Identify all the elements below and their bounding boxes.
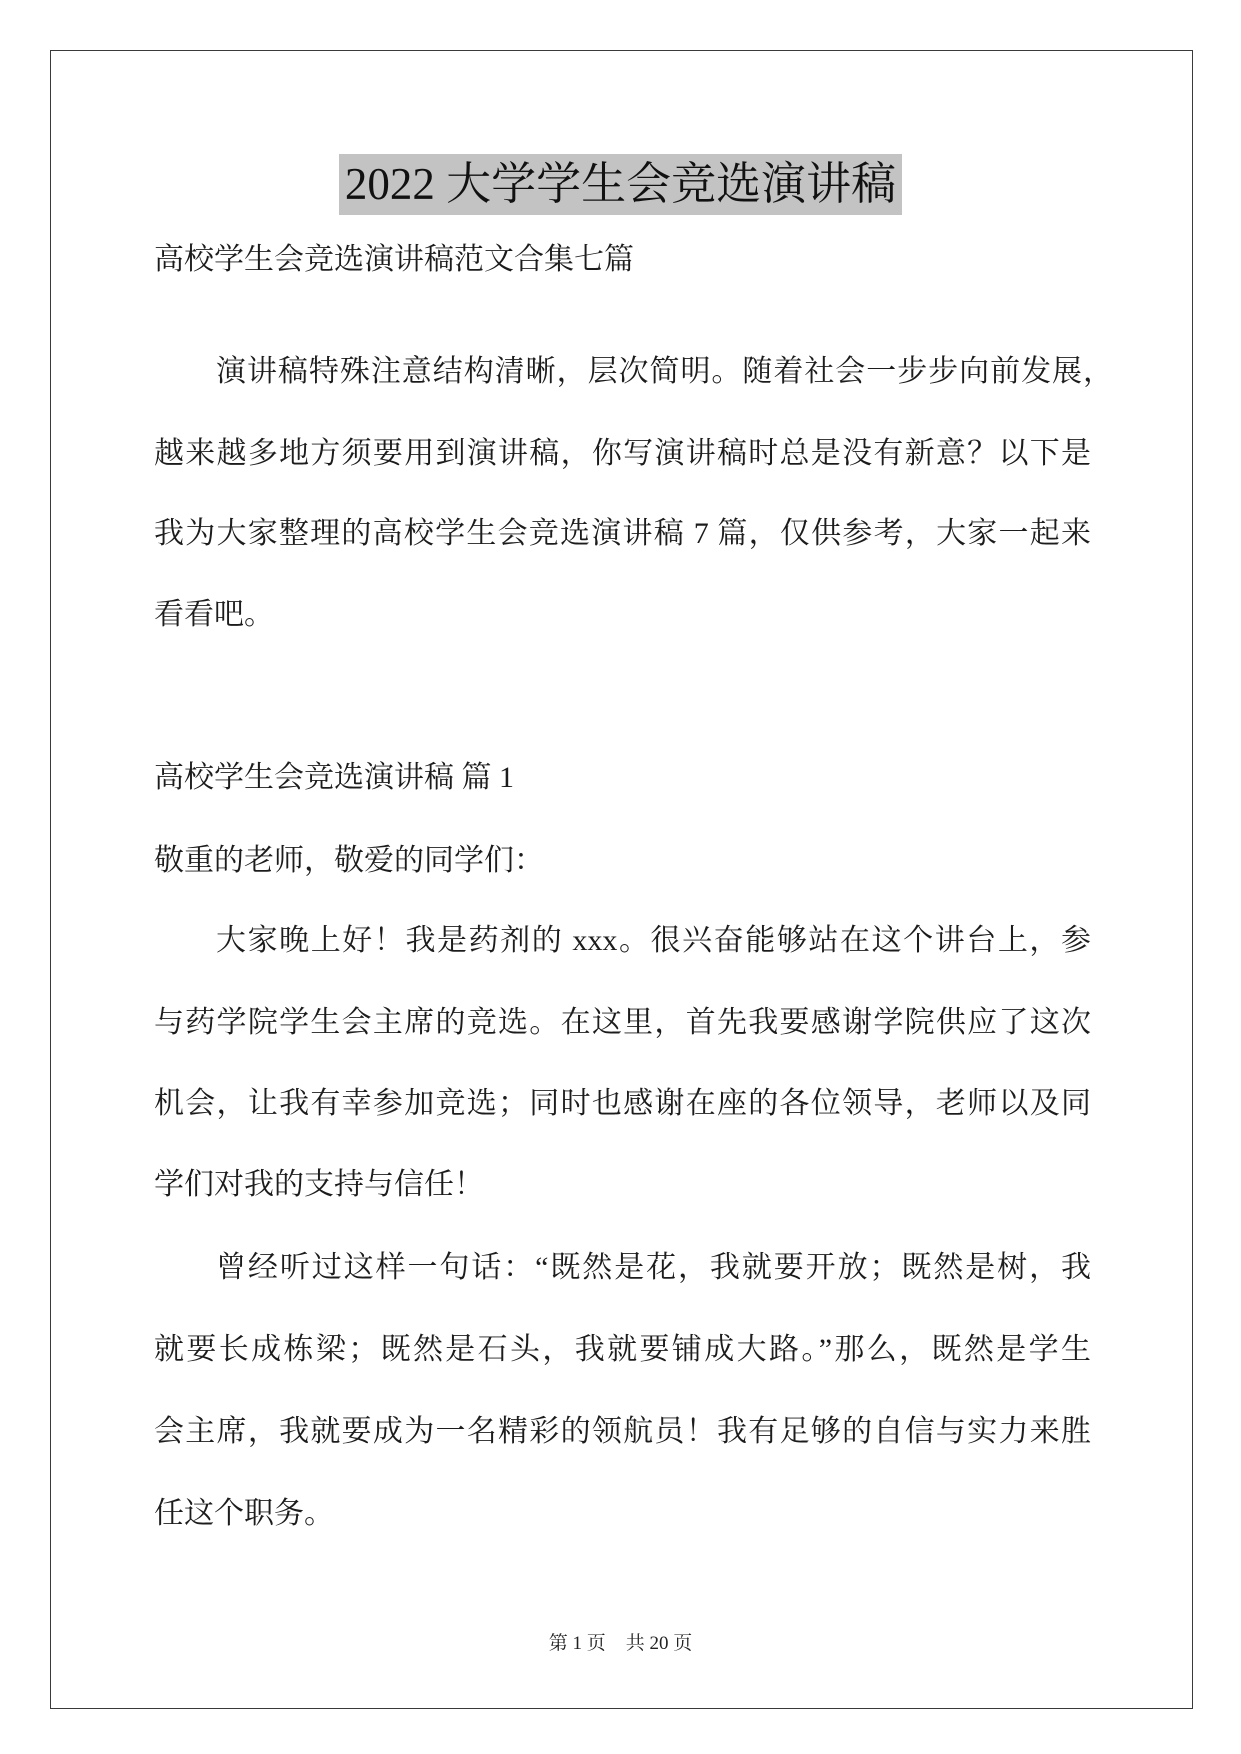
paragraph-line: 会主席，我就要成为一名精彩的领航员！我有足够的自信与实力来胜 — [154, 1415, 1091, 1448]
paragraph-line: 机会，让我有幸参加竞选；同时也感谢在座的各位领导，老师以及同 — [154, 1087, 1091, 1120]
page-footer — [0, 1630, 1241, 1658]
greeting: 敬重的老师，敬爱的同学们： — [154, 844, 544, 877]
paragraph-line: 任这个职务。 — [154, 1497, 334, 1530]
title-container — [0, 154, 1241, 215]
page-number: 第 1 页 — [548, 1633, 606, 1654]
section-heading: 高校学生会竞选演讲稿 篇 1 — [154, 761, 514, 794]
paragraph-line: 学们对我的支持与信任！ — [154, 1168, 484, 1201]
intro-line: 看看吧。 — [154, 598, 274, 631]
paragraph-line: 与药学院学生会主席的竞选。在这里，首先我要感谢学院供应了这次 — [154, 1006, 1091, 1039]
paragraph-line: 就要长成栋梁；既然是石头，我就要铺成大路。”那么，既然是学生 — [154, 1333, 1091, 1366]
document-subtitle: 高校学生会竞选演讲稿范文合集七篇 — [154, 243, 634, 276]
intro-line: 演讲稿特殊注意结构清晰，层次简明。随着社会一步步向前发展， — [216, 355, 1113, 388]
paragraph-line: 曾经听过这样一句话：“既然是花，我就要开放；既然是树，我 — [216, 1251, 1091, 1284]
intro-line: 我为大家整理的高校学生会竞选演讲稿 7 篇，仅供参考，大家一起来 — [154, 517, 1091, 550]
page-total: 共 20 页 — [625, 1633, 693, 1654]
paragraph-line: 大家晚上好！我是药剂的 xxx。很兴奋能够站在这个讲台上，参 — [216, 924, 1091, 957]
document-title: 2022 大学学生会竞选演讲稿 — [339, 154, 902, 215]
intro-line: 越来越多地方须要用到演讲稿，你写演讲稿时总是没有新意？以下是 — [154, 437, 1091, 470]
